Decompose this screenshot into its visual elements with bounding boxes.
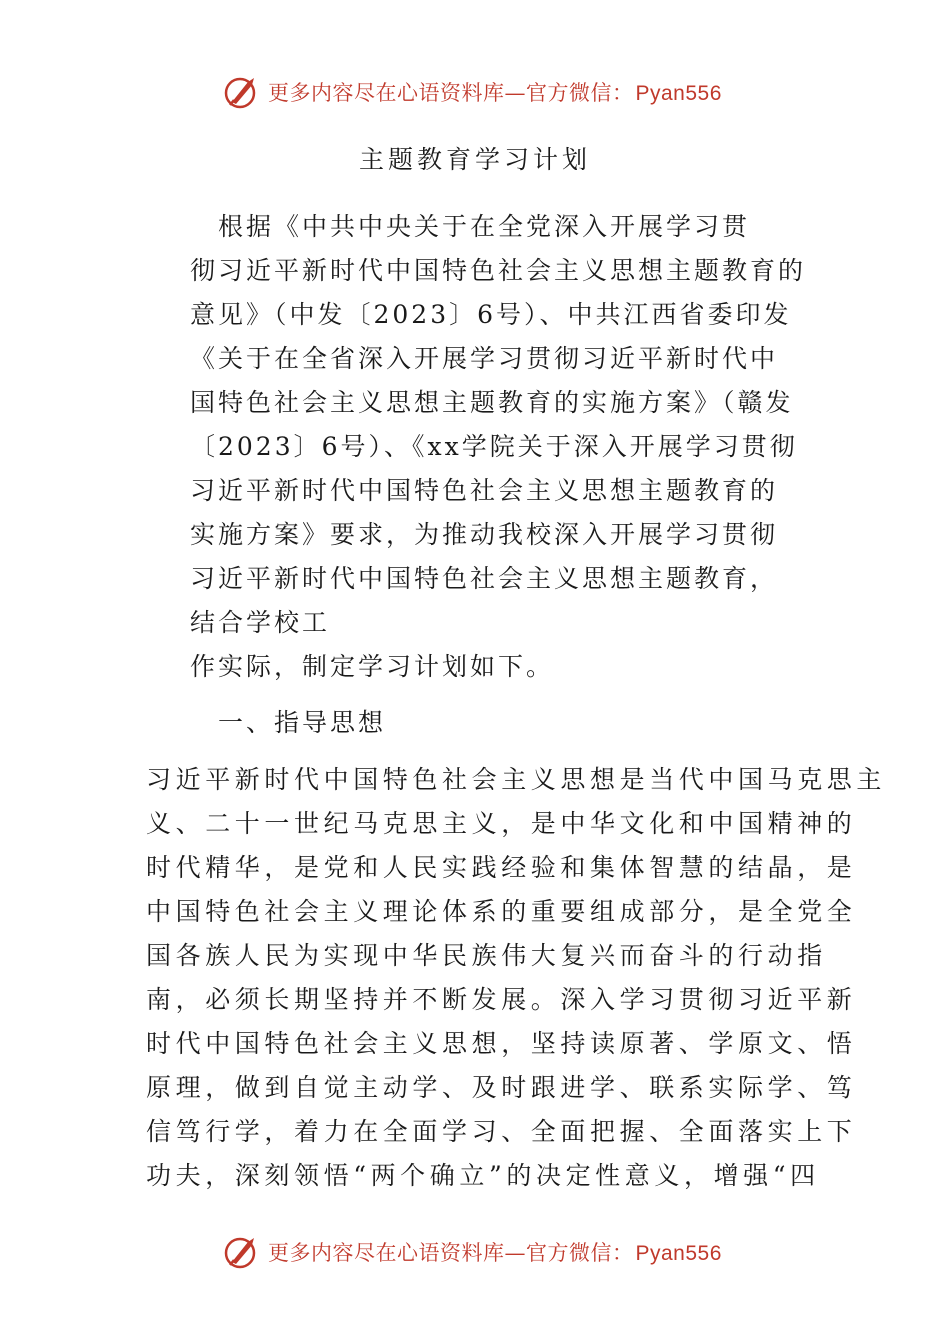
body-line: 时代中国特色社会主义思想，坚持读原著、学原文、悟 bbox=[146, 1029, 857, 1058]
body-line: 信笃行学，着力在全面学习、全面把握、全面落实上下 bbox=[146, 1117, 857, 1146]
intro-line: 习近平新时代中国特色社会主义思想主题教育的 bbox=[190, 476, 779, 505]
body-line: 原理，做到自觉主动学、及时跟进学、联系实际学、笃 bbox=[146, 1073, 857, 1102]
body-line: 国各族人民为实现中华民族伟大复兴而奋斗的行动指 bbox=[146, 941, 827, 970]
body-line: 义、二十一世纪马克思主义，是中华文化和中国精神的 bbox=[146, 809, 857, 838]
intro-line: 实施方案》要求，为推动我校深入开展学习贯彻 bbox=[190, 520, 779, 549]
watermark-text: 更多内容尽在心语资料库—官方微信：Pyan556 bbox=[268, 81, 722, 105]
body-line: 南，必须长期坚持并不断发展。深入学习贯彻习近平新 bbox=[146, 985, 857, 1014]
body-line: 习近平新时代中国特色社会主义思想是当代中国马克思主 bbox=[146, 765, 887, 794]
intro-line: 习近平新时代中国特色社会主义思想主题教育， bbox=[190, 564, 779, 593]
pen-nib-logo-icon bbox=[222, 1232, 262, 1272]
intro-line: 彻习近平新时代中国特色社会主义思想主题教育的 bbox=[190, 256, 807, 285]
section-heading: 一、指导思想 bbox=[190, 708, 387, 737]
intro-line: 〔2023〕6号）、《xx学院关于深入开展学习贯彻 bbox=[190, 432, 798, 461]
intro-line: 意见》（中发〔2023〕6号）、中共江西省委印发 bbox=[190, 300, 792, 329]
body-line: 时代精华，是党和人民实践经验和集体智慧的结晶，是 bbox=[146, 853, 857, 882]
intro-line: 结合学校工 bbox=[190, 608, 331, 637]
watermark-wechat-id: Pyan556 bbox=[635, 1242, 722, 1265]
watermark-text: 更多内容尽在心语资料库—官方微信：Pyan556 bbox=[268, 1241, 722, 1265]
pen-nib-logo-icon bbox=[222, 72, 262, 112]
page-title: 主题教育学习计划 bbox=[358, 145, 591, 174]
intro-line: 作实际，制定学习计划如下。 bbox=[190, 652, 555, 681]
intro-line: 国特色社会主义思想主题教育的实施方案》（赣发 bbox=[190, 388, 794, 417]
watermark-footer bbox=[222, 1232, 722, 1272]
watermark-wechat-id: Pyan556 bbox=[635, 82, 722, 105]
intro-line: 《关于在全省深入开展学习贯彻习近平新时代中 bbox=[190, 344, 779, 373]
body-line: 功夫，深刻领悟“两个确立”的决定性意义，增强“四 bbox=[146, 1161, 820, 1190]
watermark-header bbox=[222, 72, 722, 112]
body-line: 中国特色社会主义理论体系的重要组成部分，是全党全 bbox=[146, 897, 857, 926]
intro-line: 根据《中共中央关于在全党深入开展学习贯 bbox=[190, 212, 751, 241]
